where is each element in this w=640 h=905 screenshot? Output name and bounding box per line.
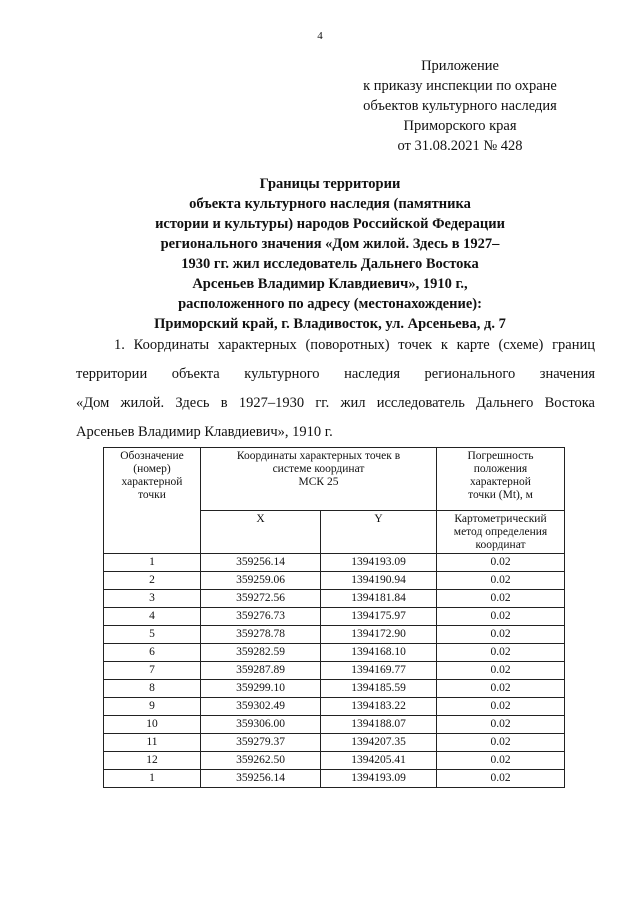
cell-mt: 0.02 bbox=[437, 662, 565, 680]
cell-x: 359299.10 bbox=[201, 680, 321, 698]
appendix-line: от 31.08.2021 № 428 bbox=[397, 138, 523, 154]
cell-n: 1 bbox=[104, 770, 201, 788]
coordinates-header: Координаты характерных точек в системе координат МСК 25 bbox=[201, 448, 437, 511]
table-row bbox=[104, 662, 565, 680]
table-row bbox=[104, 644, 565, 662]
cell-x: 359259.06 bbox=[201, 572, 321, 590]
paragraph-line: территории объекта культурного наследия регионального значения bbox=[76, 366, 595, 382]
cell-mt: 0.02 bbox=[437, 572, 565, 590]
table-row bbox=[104, 608, 565, 626]
cell-y: 1394168.10 bbox=[321, 644, 437, 662]
cell-n: 3 bbox=[104, 590, 201, 608]
paragraph-line: «Дом жилой. Здесь в 1927–1930 гг. жил исследователь Дальнего Востока bbox=[76, 395, 595, 411]
table-row bbox=[104, 626, 565, 644]
appendix-line: Приложение bbox=[421, 58, 499, 74]
cell-x: 359256.14 bbox=[201, 554, 321, 572]
body-paragraph bbox=[76, 331, 595, 447]
cell-x: 359272.56 bbox=[201, 590, 321, 608]
page-number: 4 bbox=[317, 30, 323, 42]
title-line: Приморский край, г. Владивосток, ул. Арсеньева, д. 7 bbox=[154, 316, 506, 332]
cell-mt: 0.02 bbox=[437, 608, 565, 626]
table-row bbox=[104, 590, 565, 608]
paragraph-line: 1. Координаты характерных (поворотных) точек к карте (схеме) границ bbox=[114, 337, 595, 353]
cell-n: 8 bbox=[104, 680, 201, 698]
accuracy-header: Погрешность положения характерной точки (Mt), м bbox=[437, 448, 565, 511]
paragraph-line: Арсеньев Владимир Клавдиевич», 1910 г. bbox=[76, 424, 333, 440]
cell-n: 4 bbox=[104, 608, 201, 626]
cell-x: 359287.89 bbox=[201, 662, 321, 680]
title-line: объекта культурного наследия (памятника bbox=[189, 196, 471, 212]
cell-y: 1394193.09 bbox=[321, 770, 437, 788]
table-row bbox=[104, 698, 565, 716]
title-line: Арсеньев Владимир Клавдиевич», 1910 г., bbox=[192, 276, 468, 292]
cell-y: 1394169.77 bbox=[321, 662, 437, 680]
cell-mt: 0.02 bbox=[437, 770, 565, 788]
cell-y: 1394205.41 bbox=[321, 752, 437, 770]
appendix-line: к приказу инспекции по охране bbox=[363, 78, 557, 94]
coordinates-table bbox=[103, 447, 565, 788]
point-number-header: Обозначение (номер) характерной точки bbox=[104, 448, 201, 554]
cell-mt: 0.02 bbox=[437, 626, 565, 644]
table-row bbox=[104, 734, 565, 752]
cell-x: 359306.00 bbox=[201, 716, 321, 734]
cell-mt: 0.02 bbox=[437, 554, 565, 572]
appendix-block bbox=[345, 56, 575, 156]
title-line: Границы территории bbox=[259, 176, 401, 192]
cell-n: 11 bbox=[104, 734, 201, 752]
table-row bbox=[104, 770, 565, 788]
appendix-line: Приморского края bbox=[403, 118, 517, 134]
cell-y: 1394172.90 bbox=[321, 626, 437, 644]
cell-n: 6 bbox=[104, 644, 201, 662]
cell-n: 7 bbox=[104, 662, 201, 680]
cell-y: 1394188.07 bbox=[321, 716, 437, 734]
cell-y: 1394181.84 bbox=[321, 590, 437, 608]
cell-mt: 0.02 bbox=[437, 734, 565, 752]
cell-n: 9 bbox=[104, 698, 201, 716]
cell-mt: 0.02 bbox=[437, 590, 565, 608]
cell-mt: 0.02 bbox=[437, 644, 565, 662]
table-body bbox=[104, 554, 565, 788]
cell-y: 1394190.94 bbox=[321, 572, 437, 590]
y-header: Y bbox=[321, 511, 437, 554]
table-row bbox=[104, 680, 565, 698]
table-row bbox=[104, 752, 565, 770]
cell-x: 359256.14 bbox=[201, 770, 321, 788]
title-line: 1930 гг. жил исследователь Дальнего Востока bbox=[181, 256, 479, 272]
cell-mt: 0.02 bbox=[437, 752, 565, 770]
table-header-row bbox=[104, 448, 565, 511]
cell-x: 359278.78 bbox=[201, 626, 321, 644]
cell-mt: 0.02 bbox=[437, 716, 565, 734]
cell-y: 1394175.97 bbox=[321, 608, 437, 626]
title-line: расположенного по адресу (местонахождение): bbox=[178, 296, 482, 312]
table-row bbox=[104, 554, 565, 572]
cell-y: 1394207.35 bbox=[321, 734, 437, 752]
table-row bbox=[104, 716, 565, 734]
cell-n: 2 bbox=[104, 572, 201, 590]
appendix-line: объектов культурного наследия bbox=[363, 98, 557, 114]
cell-x: 359262.50 bbox=[201, 752, 321, 770]
cell-x: 359279.37 bbox=[201, 734, 321, 752]
cell-n: 5 bbox=[104, 626, 201, 644]
table-row bbox=[104, 572, 565, 590]
cell-x: 359276.73 bbox=[201, 608, 321, 626]
cell-x: 359282.59 bbox=[201, 644, 321, 662]
cell-y: 1394193.09 bbox=[321, 554, 437, 572]
document-title bbox=[150, 174, 510, 334]
x-header: X bbox=[201, 511, 321, 554]
method-header: Картометрический метод определения координат bbox=[437, 511, 565, 554]
title-line: истории и культуры) народов Российской Федерации bbox=[155, 216, 505, 232]
cell-n: 12 bbox=[104, 752, 201, 770]
cell-mt: 0.02 bbox=[437, 680, 565, 698]
cell-n: 1 bbox=[104, 554, 201, 572]
cell-x: 359302.49 bbox=[201, 698, 321, 716]
cell-mt: 0.02 bbox=[437, 698, 565, 716]
cell-y: 1394185.59 bbox=[321, 680, 437, 698]
title-line: регионального значения «Дом жилой. Здесь в 1927– bbox=[160, 236, 500, 252]
cell-n: 10 bbox=[104, 716, 201, 734]
cell-y: 1394183.22 bbox=[321, 698, 437, 716]
